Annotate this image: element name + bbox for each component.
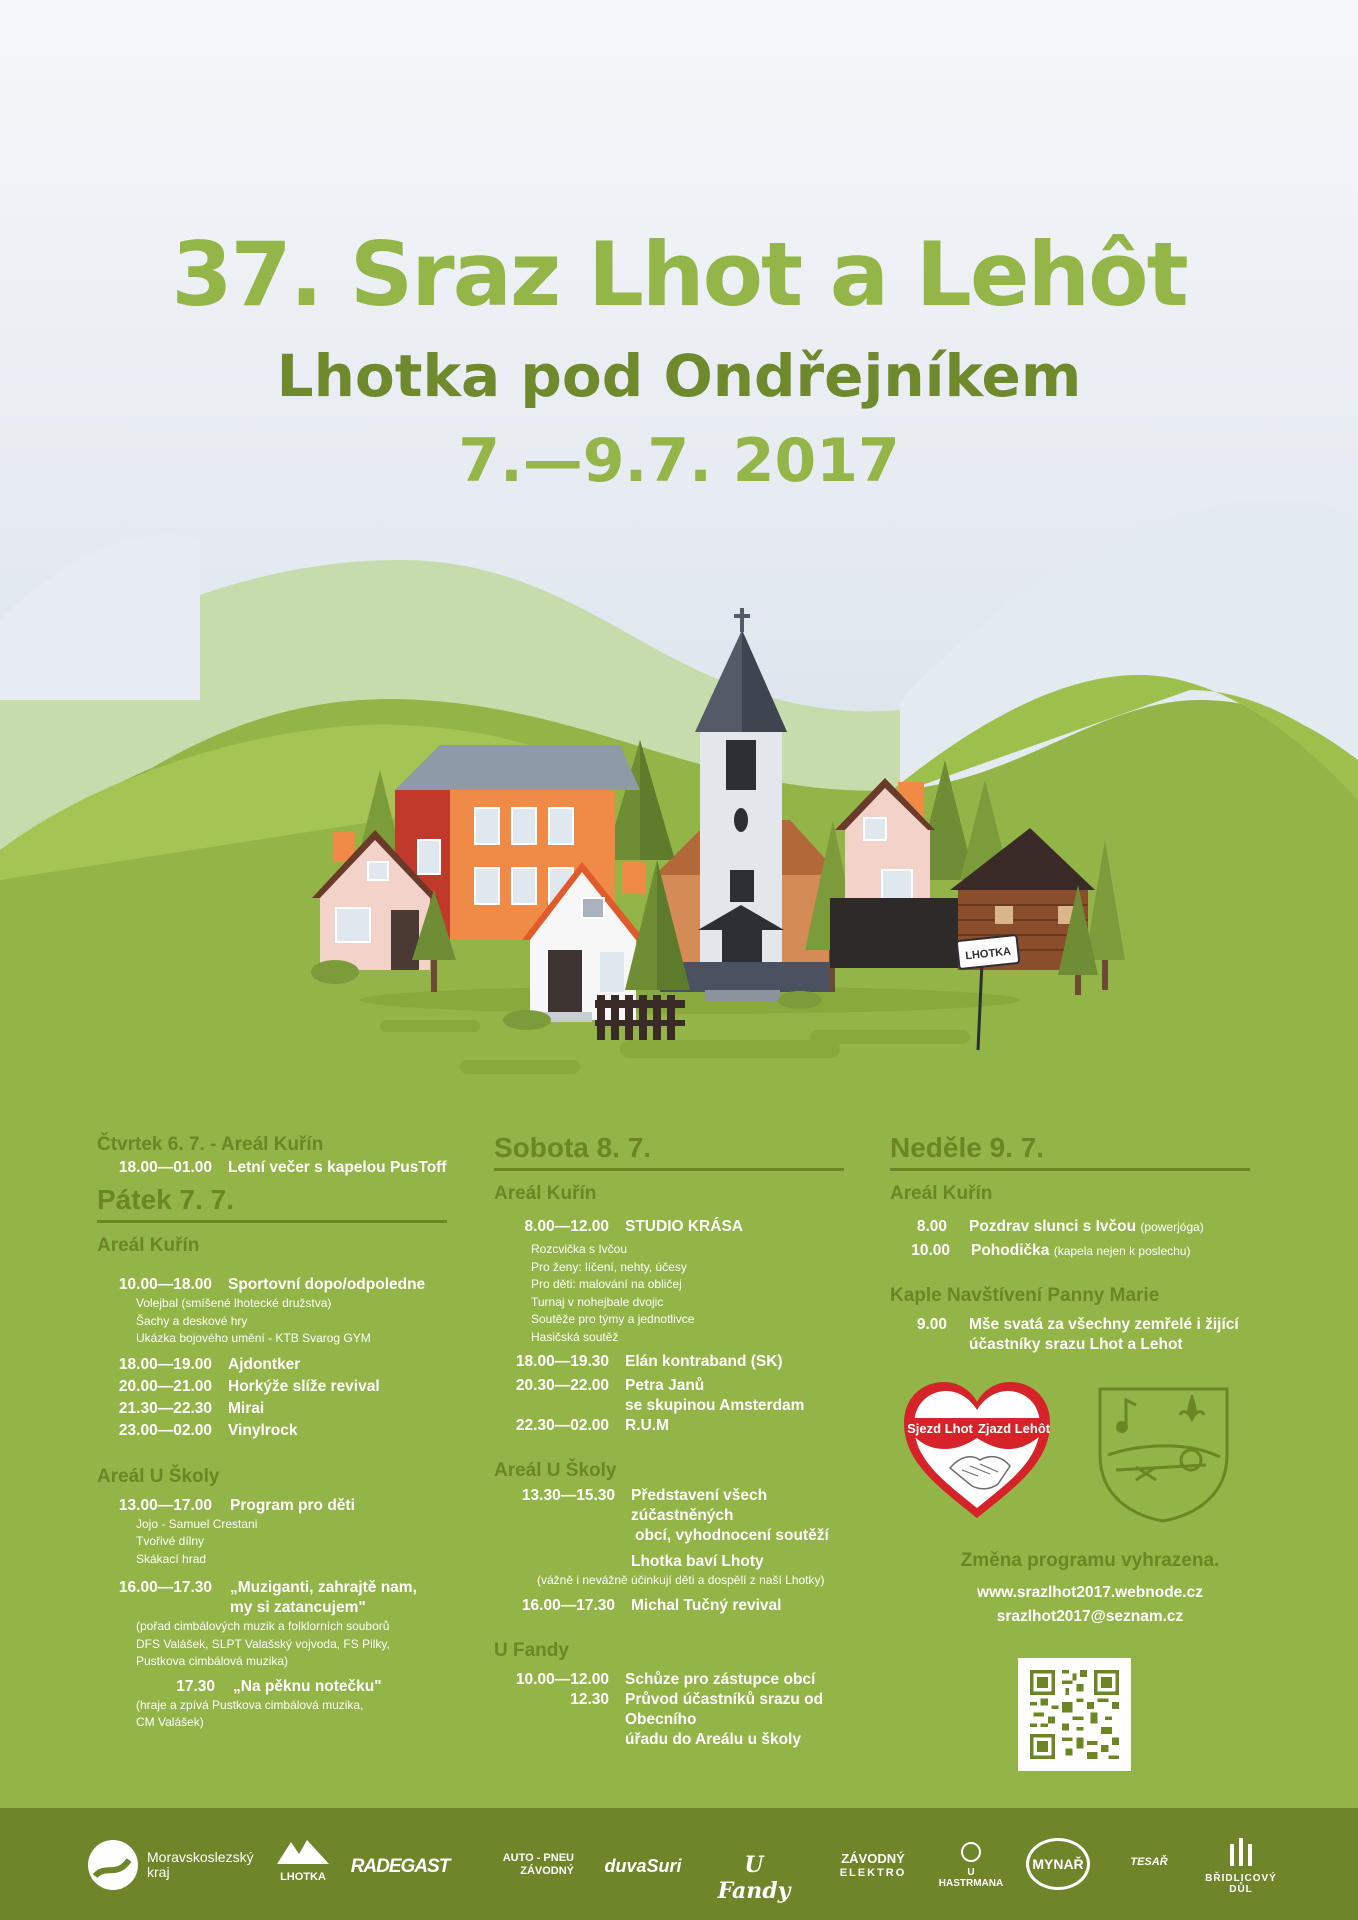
friday-heading: Pátek 7. 7. — [97, 1184, 234, 1215]
friday-venue-skola: Areál U Školy — [97, 1465, 220, 1487]
column-sunday: Neděle 9. 7. Areál Kuřín 8.00 Pozdrav slunci s Ivčou (powerjóga) 10.00 Pohodička (kapela nejen k poslechu) Kaple Navštívení Panny Marie 9.00 Mše svatá za všechny zemřelé i žijící účastníky srazu Lhot a Lehot — [890, 1130, 1250, 1355]
coat-of-arms — [1096, 1385, 1231, 1525]
sunday-venue-kaple: Kaple Navštívení Panny Marie — [890, 1285, 1160, 1306]
logo-radegast: RADEGAST — [350, 1856, 450, 1877]
logo-zavodny-elektro: ZÁVODNÝ ELEKTRO — [839, 1851, 907, 1879]
schedule-row: 16.00—17.30 „Muziganti, zahrajtě nam, — [118, 1579, 417, 1596]
event-dates: 7.—9.7. 2017 — [458, 426, 900, 496]
schedule-row: 13.30—15.30 Představení všech zúčastněných — [521, 1487, 768, 1524]
logo-u-fandy: U Fandy — [717, 1852, 791, 1904]
sub-list: Jojo - Samuel Crestani Tvořivé dílny Skákací hrad — [136, 1516, 258, 1566]
column-friday: Čtvrtek 6. 7. - Areál Kuřín 18.00—01.00 Letní večer s kapelou PusToff Pátek 7. 7. Areál Kuřín 10.00—18.00 Sportovní dopo/odpoledne Volejbal (smíšené lhotecké družstva) Šachy a deskové hry Ukázka bojového umění - KTB Svarog GYM 18.00—19.00 Ajdontker 20.00—21.00 Horkýže slíže revival 21.30—22.30 Mirai 23.00—02.00 Vinylrock Areál U Školy 13.00—17.00 Program pro děti Jojo - Samuel Crestani Tvořivé dílny Skákací hrad 16.00—17.30 „Muziganti, zahrajtě nam, my si zatancujem" (pořad cimbálových muzik a folklorních souborů DFS Valášek, SLPT Valašský vojvoda, FS Pilky, Pustkova cimbálová muzika) 17.30 „Na pěknu notečku" (hraje a zpívá Pustkova cimbálová muzika, CM Valášek) — [97, 1132, 447, 1732]
schedule-row: 10.00 Pohodička (kapela nejen k poslechu) — [911, 1242, 1191, 1259]
friday-venue-kurin: Areál Kuřín — [97, 1235, 200, 1256]
schedule-row: 8.00 Pozdrav slunci s Ivčou (powerjóga) — [916, 1218, 1204, 1235]
fish-icon — [958, 1842, 984, 1862]
saturday-venue-fandy: U Fandy — [494, 1639, 569, 1661]
title-block — [0, 220, 1358, 506]
schedule-row: 10.00—12.00 Schůze pro zástupce obcí — [515, 1670, 816, 1688]
schedule-row: 10.00—18.00 Sportovní dopo/odpoledne — [118, 1276, 426, 1293]
region-emblem-icon — [85, 1838, 141, 1892]
thursday-heading: Čtvrtek 6. 7. - Areál Kuřín — [97, 1134, 324, 1155]
sunday-venue-kurin: Areál Kuřín — [890, 1183, 993, 1204]
heart-logo-left: Sjezd Lhot — [907, 1421, 973, 1436]
qr-code[interactable] — [1018, 1658, 1131, 1771]
logo-auto-pneu: AUTO - PNEU ZÁVODNÝ — [502, 1852, 574, 1877]
divider — [890, 1168, 1250, 1171]
schedule-row: 20.30—22.00 Petra Janů — [515, 1377, 705, 1394]
saturday-venue-kurin: Areál Kuřín — [494, 1183, 597, 1204]
website-link[interactable]: www.srazlhot2017.webnode.cz — [977, 1584, 1203, 1601]
schedule-row: 22.30—02.00 R.U.M — [515, 1417, 669, 1434]
saturday-venue-skola: Areál U Školy — [494, 1460, 617, 1481]
mountains-icon — [275, 1836, 331, 1866]
sub-list: Volejbal (smíšené lhotecké družstva) Šachy a deskové hry Ukázka bojového umění - KTB Svarog GYM — [136, 1296, 371, 1345]
event-title: 37. Sraz Lhot a Lehôt — [171, 223, 1187, 326]
program-change-notice: Změna programu vyhrazena. — [960, 1550, 1220, 1571]
column-saturday: Sobota 8. 7. Areál Kuřín 8.00—12.00 STUDIO KRÁSA Rozcvička s Ivčou Pro ženy: líčení, nehty, účesy Pro děti: malování na obličej Turnaj v nohejbale dvojic Soutěže pro týmy a jednotlivce Hasičská soutěž 18.00—19.30 Elán kontraband (SK) 20.30—22.00 Petra Janů se skupinou Amsterdam 22.30—02.00 R.U.M Areál U Školy 13.30—15.30 Představení všech zúčastněných obcí, vyhodnocení soutěží Lhotka baví Lhoty (vážně i nevážně účinkují děti a dospělí z naší Lhotky) 16.00—17.30 Michal Tučný revival U Fandy 10.00—12.00 Schůze pro zástupce obcí 12.30 Průvod účastníků srazu od Obecního úřadu do Areálu u školy — [494, 1130, 844, 1750]
schedule-row: 12.30 Průvod účastníků srazu od Obecního — [570, 1690, 824, 1728]
schedule-row: 18.00—01.00 Letní večer s kapelou PusToff — [118, 1159, 447, 1176]
logo-bridlicovy-dul: BŘIDLICOVÝ DŮL — [1196, 1836, 1286, 1895]
logo-mynar: MYNAŘ — [1026, 1838, 1090, 1890]
sponsor-footer: Moravskoslezský kraj LHOTKA RADEGAST AUTO - PNEU ZÁVODNÝ duvaSuri U Fandy ZÁVODNÝ ELEKTRO U HASTRMANA MYNAŘ TESAŘ BŘIDLICOVÝ DŮL — [0, 1808, 1358, 1920]
logo-duvasuri: duvaSuri — [604, 1856, 682, 1876]
divider — [97, 1220, 447, 1223]
divider — [494, 1168, 844, 1171]
schedule-row: 16.00—17.30 Michal Tučný revival — [521, 1596, 782, 1614]
schedule-row: 23.00—02.00 Vinylrock — [118, 1421, 298, 1439]
event-place: Lhotka pod Ondřejníkem — [276, 342, 1082, 410]
schedule-row: 20.00—21.00 Horkýže slíže revival — [118, 1377, 380, 1395]
schedule-row: 18.00—19.00 Ajdontker — [118, 1355, 301, 1373]
heart-logo — [900, 1378, 1055, 1523]
mine-icon — [1226, 1836, 1256, 1868]
schedule-row: 17.30 „Na pěknu notečku" — [176, 1677, 382, 1695]
lhotka-sign-text: LHOTKA — [964, 945, 1012, 963]
sub-note: (vážně i nevážně účinkují děti a dospělí z naší Lhotky) — [537, 1573, 825, 1587]
email-link[interactable]: srazlhot2017@seznam.cz — [996, 1608, 1184, 1625]
sub-list: (hraje a zpívá Pustkova cimbálová muzika, CM Valášek) — [136, 1697, 364, 1729]
logo-u-hastrmana: U HASTRMANA — [938, 1842, 1004, 1889]
sub-list: (pořad cimbálových muzik a folklorních souborů DFS Valášek, SLPT Valašský vojvoda, FS Pilky, Pustkova cimbálová muzika) — [136, 1619, 390, 1668]
schedule-row: 18.00—19.30 Elán kontraband (SK) — [515, 1353, 783, 1370]
schedule-row: 21.30—22.30 Mirai — [118, 1399, 265, 1417]
schedule-row: 8.00—12.00 STUDIO KRÁSA — [524, 1218, 743, 1235]
logo-lhotka: LHOTKA — [275, 1836, 331, 1883]
schedule-row: 13.00—17.00 Program pro děti — [118, 1496, 355, 1514]
sub-list: Rozcvička s Ivčou Pro ženy: líčení, nehty, účesy Pro děti: malování na obličej Turnaj v nohejbale dvojic Soutěže pro týmy a jednotlivce Hasičská soutěž — [531, 1242, 695, 1344]
heart-logo-right: Zjazd Lehôt — [977, 1421, 1051, 1436]
saturday-heading: Sobota 8. 7. — [494, 1132, 652, 1163]
logo-tesar: TESAŘ — [1130, 1856, 1168, 1868]
schedule-row: 9.00 Mše svatá za všechny zemřelé i žijící — [916, 1316, 1239, 1333]
sunday-heading: Neděle 9. 7. — [890, 1132, 1045, 1163]
